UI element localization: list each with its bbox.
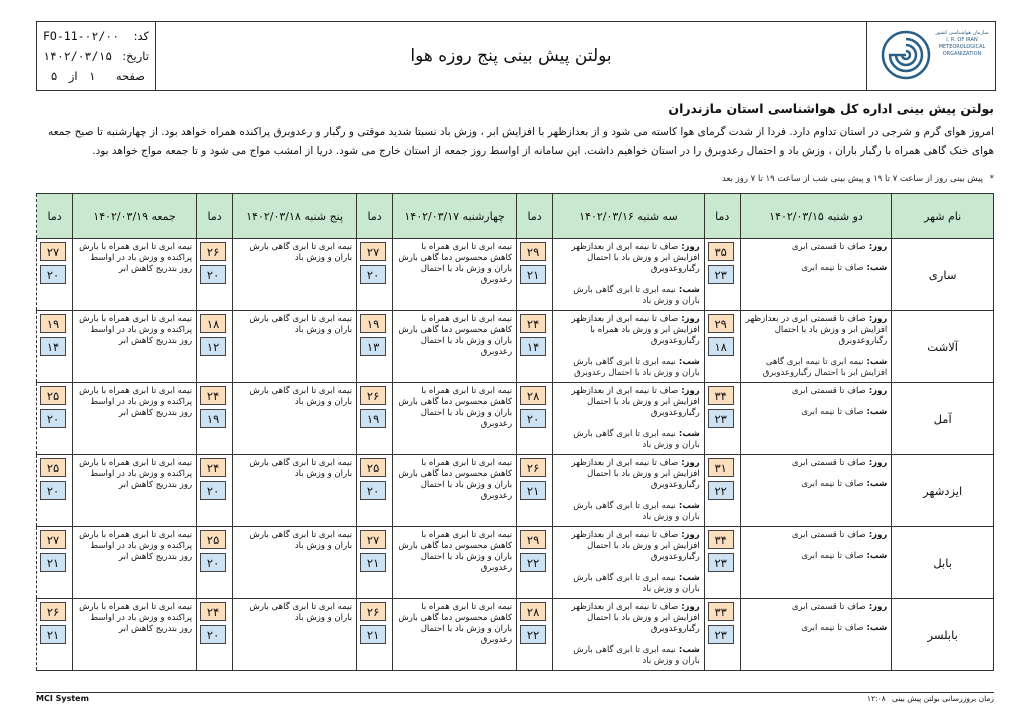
forecast-cell xyxy=(393,239,517,311)
temp-header: دما xyxy=(357,194,393,239)
temperature-cell xyxy=(704,527,740,599)
temperature-cell xyxy=(197,599,233,671)
day-forecast xyxy=(557,314,700,347)
temperature-cell xyxy=(517,599,553,671)
min-temperature: ۱۴ xyxy=(40,337,66,356)
forecast-text: نیمه ابری تا ابری گاهی بارش باران و وزش باد xyxy=(249,530,353,551)
max-temperature: ۲۷ xyxy=(360,530,386,549)
max-temperature: ۲۹ xyxy=(520,530,546,549)
night-forecast xyxy=(745,263,888,274)
temperature-cell xyxy=(197,527,233,599)
day-forecast xyxy=(557,530,700,563)
min-temperature: ۲۲ xyxy=(520,625,546,644)
temperature-cell xyxy=(517,239,553,311)
night-forecast-text: نیمه ابری تا ابری گاهی بارش باران و وزش باد xyxy=(573,285,700,306)
night-label: شب: xyxy=(866,479,888,489)
day-forecast xyxy=(557,458,700,491)
forecast-cell xyxy=(553,383,705,455)
temperature-cell xyxy=(517,527,553,599)
night-label: شب: xyxy=(678,357,700,367)
min-temperature: ۲۰ xyxy=(200,265,226,284)
night-forecast-text: نیمه ابری تا ابری گاهی بارش باران و وزش باد xyxy=(573,573,700,594)
temperature-cell xyxy=(357,239,393,311)
temperature-cell xyxy=(197,311,233,383)
max-temperature: ۲۴ xyxy=(200,458,226,477)
min-temperature: ۲۱ xyxy=(40,625,66,644)
min-temperature: ۱۸ xyxy=(708,337,734,356)
forecast-cell xyxy=(393,599,517,671)
min-temperature: ۲۰ xyxy=(40,265,66,284)
max-temperature: ۲۵ xyxy=(40,458,66,477)
page-current: ۱ xyxy=(89,69,96,83)
temperature-cell xyxy=(704,599,740,671)
day-forecast xyxy=(745,386,888,397)
table-row xyxy=(37,599,994,671)
day-forecast-text: صاف تا قسمتی ابری xyxy=(791,458,866,468)
day-label: روز: xyxy=(868,242,888,252)
day-header: جمعه ۱۴۰۲/۰۳/۱۹ xyxy=(73,194,197,239)
code-value: FO-11-۰۲/۰۰ xyxy=(43,29,120,43)
logo-area xyxy=(866,22,995,90)
table-row xyxy=(37,527,994,599)
forecast-cell xyxy=(553,311,705,383)
code-label: کد: xyxy=(133,29,149,43)
max-temperature: ۳۵ xyxy=(708,242,734,261)
night-forecast-text: نیمه ابری تا ابری گاهی بارش باران و وزش باد xyxy=(573,429,700,450)
office-title: بولتن پیش بینی اداره کل هواشناسی استان مازندران xyxy=(668,101,994,116)
forecast-cell xyxy=(553,599,705,671)
footnote-star: * xyxy=(989,174,994,184)
max-temperature: ۲۴ xyxy=(200,602,226,621)
day-label: روز: xyxy=(868,602,888,612)
forecast-cell xyxy=(73,311,197,383)
day-forecast-text: صاف تا قسمتی ابری xyxy=(791,530,866,540)
forecast-text: نیمه ابری تا ابری همراه با بارش پراکنده و وزش باد در اواسط روز بتدریج کاهش ابر xyxy=(79,458,193,490)
max-temperature: ۲۶ xyxy=(520,458,546,477)
min-temperature: ۱۲ xyxy=(200,337,226,356)
bulletin-header xyxy=(36,21,996,91)
forecast-cell xyxy=(233,239,357,311)
forecast-text: نیمه ابری تا ابری همراه با بارش پراکنده و وزش باد در اواسط روز بتدریج کاهش ابر xyxy=(79,242,193,274)
day-header: چهارشنبه ۱۴۰۲/۰۳/۱۷ xyxy=(393,194,517,239)
night-forecast-text: نیمه ابری تا ابری گاهی بارش باران و وزش باد xyxy=(573,645,700,666)
day-forecast-text: صاف تا قسمتی ابری xyxy=(791,602,866,612)
forecast-cell xyxy=(73,527,197,599)
night-label: شب: xyxy=(678,285,700,295)
forecast-cell xyxy=(393,527,517,599)
day-label: روز: xyxy=(868,458,888,468)
temperature-cell xyxy=(357,383,393,455)
day-forecast-text: صاف تا قسمتی ابری xyxy=(791,242,866,252)
forecast-table-body xyxy=(37,239,994,671)
forecast-text: نیمه ابری تا ابری همراه با کاهش محسوس دما گاهی بارش باران و وزش باد با احتمال رعدوبرق xyxy=(398,386,513,429)
city-header: نام شهر xyxy=(892,194,994,239)
temperature-cell xyxy=(197,455,233,527)
night-forecast xyxy=(745,407,888,418)
min-temperature: ۲۲ xyxy=(708,481,734,500)
document-meta xyxy=(37,22,156,90)
day-forecast-text: صاف تا نیمه ابری از بعدازظهر افزایش ابر و وزش باد با احتمال رگباروعدوبرق xyxy=(571,386,700,418)
min-temperature: ۲۰ xyxy=(200,625,226,644)
day-forecast-text: صاف تا نیمه ابری از بعدازظهر افزایش ابر و وزش باد همراه با رگباروعدوبرق xyxy=(571,314,700,346)
table-row xyxy=(37,455,994,527)
temperature-cell xyxy=(517,455,553,527)
day-label: روز: xyxy=(681,458,700,468)
day-label: روز: xyxy=(681,530,700,540)
temperature-cell xyxy=(37,527,73,599)
day-label: روز: xyxy=(868,530,888,540)
min-temperature: ۲۱ xyxy=(520,481,546,500)
forecast-cell xyxy=(73,599,197,671)
temperature-cell xyxy=(517,311,553,383)
night-forecast-text: صاف تا نیمه ابری xyxy=(801,623,864,633)
forecast-text: نیمه ابری تا ابری همراه با کاهش محسوس دما گاهی بارش باران و وزش باد با احتمال رعدوبرق xyxy=(398,314,513,357)
temperature-cell xyxy=(197,239,233,311)
day-forecast-text: صاف تا قسمتی ابری در بعدازظهر افزایش ابر و وزش باد با احتمال رگباروعدوبرق xyxy=(745,314,888,346)
forecast-text: نیمه ابری تا ابری همراه با کاهش محسوس دما گاهی بارش باران و وزش باد با احتمال رعدوبرق xyxy=(398,242,513,285)
temperature-cell xyxy=(704,239,740,311)
min-temperature: ۲۳ xyxy=(708,625,734,644)
day-forecast xyxy=(745,458,888,469)
day-header: دو شنبه ۱۴۰۲/۰۳/۱۵ xyxy=(740,194,892,239)
forecast-text: نیمه ابری تا ابری همراه با بارش پراکنده و وزش باد در اواسط روز بتدریج کاهش ابر xyxy=(79,602,193,634)
max-temperature: ۲۶ xyxy=(360,602,386,621)
night-forecast xyxy=(557,285,700,307)
night-label: شب: xyxy=(678,573,700,583)
organization-name: سازمان هواشناسی کشور I. R. OF IRAN METEOROLOGICAL ORGANIZATION xyxy=(935,30,989,57)
max-temperature: ۳۱ xyxy=(708,458,734,477)
max-temperature: ۳۴ xyxy=(708,530,734,549)
night-forecast-text: صاف تا نیمه ابری xyxy=(801,263,864,273)
day-label: روز: xyxy=(681,242,700,252)
city-name: بابلسر xyxy=(892,599,994,671)
night-forecast xyxy=(557,645,700,667)
city-name: ایزدشهر xyxy=(892,455,994,527)
forecast-cell xyxy=(73,239,197,311)
day-night-forecast xyxy=(553,599,704,670)
forecast-cell xyxy=(740,599,892,671)
min-temperature: ۲۳ xyxy=(708,265,734,284)
max-temperature: ۲۵ xyxy=(200,530,226,549)
forecast-cell xyxy=(740,311,892,383)
max-temperature: ۲۵ xyxy=(360,458,386,477)
forecast-cell xyxy=(393,455,517,527)
day-night-forecast xyxy=(553,383,704,454)
min-temperature: ۲۲ xyxy=(520,553,546,572)
footer-update-time xyxy=(867,694,994,703)
forecast-cell xyxy=(233,455,357,527)
night-forecast-text: صاف تا نیمه ابری xyxy=(801,407,864,417)
forecast-text: نیمه ابری تا ابری گاهی بارش باران و وزش باد xyxy=(249,602,353,623)
forecast-cell xyxy=(233,383,357,455)
date-row xyxy=(43,47,149,65)
temperature-cell xyxy=(704,311,740,383)
night-label: شب: xyxy=(678,501,700,511)
forecast-cell xyxy=(393,311,517,383)
forecast-cell xyxy=(233,599,357,671)
forecast-cell xyxy=(740,383,892,455)
day-header: سه شنبه ۱۴۰۲/۰۳/۱۶ xyxy=(553,194,705,239)
temperature-cell xyxy=(517,383,553,455)
day-forecast-text: صاف تا نیمه ابری از بعدازظهر افزایش ابر و وزش باد با احتمال رگباروعدوبرق xyxy=(571,530,700,562)
temperature-cell xyxy=(197,383,233,455)
footer-system: MCI System xyxy=(36,694,89,703)
day-night-forecast xyxy=(741,311,892,382)
day-night-forecast xyxy=(741,599,892,637)
max-temperature: ۲۸ xyxy=(520,602,546,621)
night-forecast xyxy=(557,357,700,379)
min-temperature: ۲۱ xyxy=(40,553,66,572)
min-temperature: ۱۹ xyxy=(200,409,226,428)
max-temperature: ۲۸ xyxy=(520,386,546,405)
min-temperature: ۱۹ xyxy=(360,409,386,428)
min-temperature: ۲۱ xyxy=(520,265,546,284)
date-value: ۱۴۰۲/۰۳/۱۵ xyxy=(43,49,113,63)
temp-header: دما xyxy=(197,194,233,239)
temperature-cell xyxy=(37,311,73,383)
update-time: ۱۲:۰۸ xyxy=(867,694,886,703)
day-night-forecast xyxy=(553,239,704,310)
night-label: شب: xyxy=(866,357,888,367)
temp-header: دما xyxy=(37,194,73,239)
temp-header: دما xyxy=(517,194,553,239)
night-label: شب: xyxy=(678,645,700,655)
night-forecast xyxy=(745,357,888,379)
max-temperature: ۱۹ xyxy=(360,314,386,333)
night-forecast-text: نیمه ابری تا نیمه ابری گاهی افزایش ابر با احتمال رگباروعدوبرق xyxy=(762,357,888,378)
min-temperature: ۲۰ xyxy=(360,265,386,284)
table-row xyxy=(37,239,994,311)
forecast-text: نیمه ابری تا ابری گاهی بارش باران و وزش باد xyxy=(249,386,353,407)
night-forecast-text: نیمه ابری تا ابری گاهی بارش باران و وزش باد xyxy=(573,501,700,522)
forecast-cell xyxy=(393,383,517,455)
night-forecast-text: نیمه ابری تا ابری گاهی بارش باران و وزش باد با احتمال رعدوبرق xyxy=(573,357,700,378)
forecast-cell xyxy=(73,383,197,455)
footnote-text: پیش بینی روز از ساعت ۷ تا ۱۹ و پیش بینی شب از ساعت ۱۹ تا ۷ روز بعد xyxy=(722,174,984,184)
max-temperature: ۲۷ xyxy=(360,242,386,261)
day-night-forecast xyxy=(553,527,704,598)
day-night-forecast xyxy=(741,527,892,565)
forecast-text: نیمه ابری تا ابری همراه با بارش پراکنده و وزش باد در اواسط روز بتدریج کاهش ابر xyxy=(79,314,193,346)
forecast-footnote xyxy=(36,174,994,184)
temperature-cell xyxy=(37,599,73,671)
meteorological-organization-logo-icon xyxy=(881,30,931,80)
forecast-text: نیمه ابری تا ابری گاهی بارش باران و وزش باد xyxy=(249,458,353,479)
forecast-cell xyxy=(553,239,705,311)
forecast-summary: امروز هوای گرم و شرجی در استان تداوم دارد. فردا از شدت گرمای هوا کاسته می شود و از بعدازظهر با افزایش ابر ، وزش باد نسبتا شدید موقتی و رگبار و رعدوبرق پراکنده همراه خواهد بود. از چهارشنبه تا صبح جمعه هوای خنک گاهی همراه با رگبار باران ، وزش باد و احتمال رعدوبرق را در استان خواهیم داشت. این سامانه از اواسط روز جمعه از استان خارج می شود. دریا از امشب مواج می شود و تا جمعه مواج خواهد بود. xyxy=(48,126,994,157)
max-temperature: ۱۹ xyxy=(40,314,66,333)
bulletin-title: بولتن پیش بینی پنج روزه هوا xyxy=(410,46,612,66)
max-temperature: ۲۹ xyxy=(708,314,734,333)
night-label: شب: xyxy=(866,551,888,561)
night-label: شب: xyxy=(866,623,888,633)
temperature-cell xyxy=(37,239,73,311)
max-temperature: ۲۷ xyxy=(40,530,66,549)
forecast-table xyxy=(36,193,994,671)
forecast-cell xyxy=(740,455,892,527)
day-label: روز: xyxy=(681,314,700,324)
temperature-cell xyxy=(704,383,740,455)
footer-divider xyxy=(36,692,994,693)
page-total: ۵ xyxy=(51,69,58,83)
forecast-cell xyxy=(553,527,705,599)
night-forecast xyxy=(557,573,700,595)
day-forecast xyxy=(745,602,888,613)
day-night-forecast xyxy=(553,311,704,382)
max-temperature: ۲۵ xyxy=(40,386,66,405)
forecast-cell xyxy=(740,527,892,599)
min-temperature: ۲۳ xyxy=(708,409,734,428)
night-label: شب: xyxy=(678,429,700,439)
max-temperature: ۳۳ xyxy=(708,602,734,621)
page-counter xyxy=(47,67,99,85)
day-forecast xyxy=(745,242,888,253)
min-temperature: ۲۰ xyxy=(40,481,66,500)
max-temperature: ۲۴ xyxy=(200,386,226,405)
day-night-forecast xyxy=(741,383,892,421)
day-forecast xyxy=(557,242,700,275)
night-forecast-text: صاف تا نیمه ابری xyxy=(801,479,864,489)
day-forecast xyxy=(745,314,888,347)
min-temperature: ۲۰ xyxy=(360,481,386,500)
min-temperature: ۲۳ xyxy=(708,553,734,572)
min-temperature: ۲۱ xyxy=(360,553,386,572)
min-temperature: ۱۳ xyxy=(360,337,386,356)
min-temperature: ۱۴ xyxy=(520,337,546,356)
max-temperature: ۲۶ xyxy=(200,242,226,261)
day-forecast-text: صاف تا قسمتی ابری xyxy=(791,386,866,396)
table-row xyxy=(37,383,994,455)
min-temperature: ۲۰ xyxy=(520,409,546,428)
code-row xyxy=(43,27,149,45)
night-forecast-text: صاف تا نیمه ابری xyxy=(801,551,864,561)
table-row xyxy=(37,311,994,383)
night-forecast xyxy=(745,479,888,490)
day-forecast-text: صاف تا نیمه ابری از بعدازظهر افزایش ابر و وزش باد با احتمال رگباروعدوبرق xyxy=(571,602,700,634)
max-temperature: ۲۶ xyxy=(360,386,386,405)
night-forecast xyxy=(557,429,700,451)
max-temperature: ۲۴ xyxy=(520,314,546,333)
day-label: روز: xyxy=(681,602,700,612)
temperature-cell xyxy=(357,599,393,671)
forecast-text: نیمه ابری تا ابری همراه با کاهش محسوس دما گاهی بارش باران و وزش باد با احتمال رعدوبرق xyxy=(398,602,513,645)
day-night-forecast xyxy=(741,455,892,493)
night-label: شب: xyxy=(866,407,888,417)
day-night-forecast xyxy=(553,455,704,526)
forecast-text: نیمه ابری تا ابری همراه با کاهش محسوس دما گاهی بارش باران و وزش باد با احتمال رعدوبرق xyxy=(398,530,513,573)
page-row xyxy=(43,67,149,85)
forecast-text: نیمه ابری تا ابری گاهی بارش باران و وزش باد xyxy=(249,242,353,263)
night-forecast xyxy=(557,501,700,523)
temperature-cell xyxy=(357,311,393,383)
forecast-cell xyxy=(740,239,892,311)
temperature-cell xyxy=(357,527,393,599)
max-temperature: ۱۸ xyxy=(200,314,226,333)
min-temperature: ۲۰ xyxy=(200,481,226,500)
temperature-cell xyxy=(37,383,73,455)
day-label: روز: xyxy=(868,386,888,396)
update-label: زمان بروزرسانی بولتن پیش بینی xyxy=(892,694,994,703)
city-name: بابل xyxy=(892,527,994,599)
forecast-cell xyxy=(233,527,357,599)
city-name: ساری xyxy=(892,239,994,311)
day-night-forecast xyxy=(741,239,892,277)
day-forecast xyxy=(557,386,700,419)
min-temperature: ۲۰ xyxy=(40,409,66,428)
temperature-cell xyxy=(704,455,740,527)
table-header-row xyxy=(37,194,994,239)
day-label: روز: xyxy=(681,386,700,396)
night-forecast xyxy=(745,551,888,562)
temp-header: دما xyxy=(704,194,740,239)
max-temperature: ۲۹ xyxy=(520,242,546,261)
temperature-cell xyxy=(357,455,393,527)
city-name: آلاشت xyxy=(892,311,994,383)
max-temperature: ۳۴ xyxy=(708,386,734,405)
forecast-text: نیمه ابری تا ابری گاهی بارش باران و وزش باد xyxy=(249,314,353,335)
forecast-text: نیمه ابری تا ابری همراه با کاهش محسوس دما گاهی بارش باران و وزش باد با احتمال رعدوبرق xyxy=(398,458,513,501)
page-label: صفحه xyxy=(115,69,145,83)
max-temperature: ۲۷ xyxy=(40,242,66,261)
forecast-cell xyxy=(233,311,357,383)
forecast-text: نیمه ابری تا ابری همراه با بارش پراکنده و وزش باد در اواسط روز بتدریج کاهش ابر xyxy=(79,386,193,418)
forecast-cell xyxy=(73,455,197,527)
city-name: آمل xyxy=(892,383,994,455)
day-header: پنج شنبه ۱۴۰۲/۰۳/۱۸ xyxy=(233,194,357,239)
forecast-text: نیمه ابری تا ابری همراه با بارش پراکنده و وزش باد در اواسط روز بتدریج کاهش ابر xyxy=(79,530,193,562)
day-forecast xyxy=(557,602,700,635)
day-forecast xyxy=(745,530,888,541)
page-of: از xyxy=(68,69,78,83)
min-temperature: ۲۱ xyxy=(360,625,386,644)
day-forecast-text: صاف تا نیمه ابری از بعدازظهر افزایش ابر و وزش باد با احتمال رگباروعدوبرق xyxy=(571,458,700,490)
day-label: روز: xyxy=(868,314,888,324)
forecast-cell xyxy=(553,455,705,527)
day-forecast-text: صاف تا نیمه ابری از بعدازظهر افزایش ابر و وزش باد با احتمال رگباروعدوبرق xyxy=(571,242,700,274)
night-forecast xyxy=(745,623,888,634)
date-label: تاریخ: xyxy=(122,49,149,63)
night-label: شب: xyxy=(866,263,888,273)
min-temperature: ۲۰ xyxy=(200,553,226,572)
temperature-cell xyxy=(37,455,73,527)
max-temperature: ۲۶ xyxy=(40,602,66,621)
